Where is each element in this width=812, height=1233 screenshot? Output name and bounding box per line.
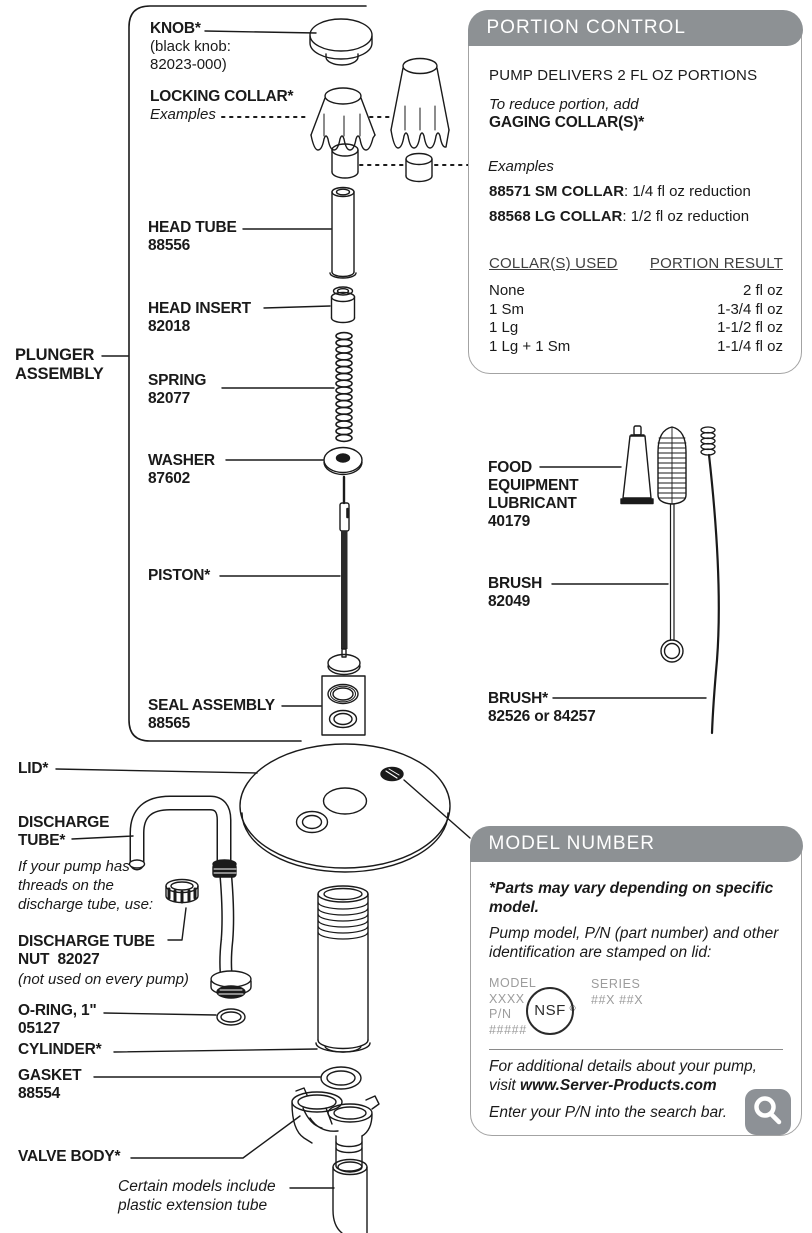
col-collars-used: COLLAR(S) USED: [489, 255, 618, 272]
search-note: Enter your P/N into the search bar.: [489, 1104, 728, 1121]
website-link[interactable]: www.Server-Products.com: [520, 1076, 717, 1094]
lid-stamp-mark: [381, 768, 403, 781]
stamp-series-value: ##X ##X: [591, 992, 644, 1007]
spring-label: [148, 372, 206, 408]
oring-leader-line: [104, 1013, 216, 1015]
cylinder-leader-line: [114, 1049, 317, 1052]
washer-pn: 87602: [148, 470, 191, 487]
discharge-tube-nut-note: (not used on every pump): [18, 971, 189, 988]
stamp-model-value: XXXX: [489, 991, 525, 1006]
table-row: 1 Sm 1-3/4 fl oz: [489, 300, 783, 318]
knob-note-line2: 82023-000): [150, 56, 227, 73]
discharge-tube-nut-drawing: [166, 880, 198, 941]
portion-examples-text: Examples: [488, 158, 554, 175]
head-insert-label: [148, 300, 251, 336]
lid-drawing: [56, 744, 470, 872]
lubricant-label: [488, 459, 600, 531]
gaging-collars-drawing: [332, 144, 482, 182]
seal-assembly-label: [148, 697, 275, 733]
head-tube-name: HEAD TUBE: [148, 219, 237, 236]
model-box-divider: [489, 1049, 783, 1050]
oring-label: [18, 1002, 97, 1038]
lg-collar-pn: 88568 LG COLLAR: [489, 208, 623, 225]
washer-name: WASHER: [148, 452, 215, 469]
nut-name-line1: DISCHARGE TUBE: [18, 933, 155, 950]
brush-long-label: [488, 690, 596, 726]
lg-collar-desc: : 1/2 fl oz reduction: [622, 208, 750, 225]
knob-name: KNOB*: [150, 20, 201, 37]
stamp-model-label: MODEL: [489, 976, 537, 990]
knob-label: [150, 20, 231, 74]
brush-small-label: [488, 575, 542, 611]
nsf-logo: [526, 987, 574, 1035]
gasket-name: GASKET: [18, 1067, 82, 1084]
discharge-tube-nut-label: [18, 933, 155, 969]
nsf-text: NSF: [534, 1002, 566, 1019]
col-portion-result: PORTION RESULT: [649, 255, 783, 272]
model-number-box: [470, 826, 802, 1136]
valve-body-drawing: [131, 1088, 379, 1171]
valve-body-label: VALVE BODY*: [18, 1148, 121, 1165]
head-insert-leader-line: [264, 306, 330, 308]
details-line1: For additional details about your pump,: [489, 1058, 757, 1075]
head-insert-pn: 82018: [148, 318, 191, 335]
seal-assembly-name: SEAL ASSEMBLY: [148, 697, 275, 714]
brush-long-name: BRUSH*: [488, 690, 548, 707]
stamp-note: Pump model, P/N (part number) and other identification are stamped on lid:: [489, 925, 779, 961]
oring-name: O-RING, 1": [18, 1002, 97, 1019]
plunger-assembly-label: PLUNGER ASSEMBLY: [15, 346, 104, 383]
stamp-series-column: [591, 977, 643, 1008]
portion-delivers-text: PUMP DELIVERS 2 FL OZ PORTIONS: [489, 67, 758, 84]
stamp-to-model-box-line: [404, 780, 470, 838]
nut-name-line2: NUT 82027: [18, 951, 100, 968]
portion-table-rows: [489, 282, 783, 357]
piston-drawing: [220, 477, 360, 675]
seal-assembly-drawing: [282, 676, 365, 735]
discharge-tube-label: DISCHARGE TUBE*: [18, 814, 110, 849]
portion-reduce-note: To reduce portion, add: [489, 96, 639, 113]
table-row: 1 Lg + 1 Sm 1-1/4 fl oz: [489, 338, 783, 356]
head-tube-label: [148, 219, 237, 255]
portion-table-header: [489, 255, 783, 272]
knob-note-line1: (black knob:: [150, 38, 231, 55]
table-row: None 2 fl oz: [489, 282, 783, 299]
stamp-pn-label: P/N: [489, 1007, 512, 1021]
brush-small-name: BRUSH: [488, 575, 543, 592]
stamp-pn-value: #####: [489, 1022, 527, 1037]
oring-drawing: [104, 1009, 245, 1025]
seal-assembly-pn: 88565: [148, 715, 191, 732]
sm-collar-line: [489, 183, 751, 200]
locking-collar-name: LOCKING COLLAR*: [150, 88, 294, 105]
piston-label: PISTON*: [148, 567, 211, 584]
search-icon: [745, 1089, 791, 1135]
spring-pn: 82077: [148, 390, 191, 407]
nsf-registered-mark: ®: [569, 1004, 576, 1013]
lid-label: LID*: [18, 760, 49, 777]
portion-control-header: PORTION CONTROL: [468, 10, 803, 46]
sm-collar-desc: : 1/4 fl oz reduction: [624, 183, 751, 200]
lg-collar-line: [489, 208, 749, 225]
lubricant-pn: 40179: [488, 513, 531, 530]
washer-drawing: [226, 448, 362, 475]
details-text: [489, 1058, 789, 1095]
parts-vary-note: *Parts may vary depending on specific model.: [489, 880, 774, 916]
head-tube-drawing: [243, 188, 356, 279]
spring-name: SPRING: [148, 372, 207, 389]
table-row: 1 Lg 1-1/2 fl oz: [489, 319, 783, 337]
nut-leader-line: [168, 908, 186, 940]
gasket-label: [18, 1067, 81, 1103]
discharge-tube-note: If your pump has threads on the discharge tube, use:: [18, 858, 154, 913]
sm-collar-pn: 88571 SM COLLAR: [489, 183, 625, 200]
washer-label: [148, 452, 215, 488]
lid-leader-line: [56, 769, 257, 773]
model-number-header: MODEL NUMBER: [470, 826, 803, 862]
valve-body-leader-line: [131, 1116, 300, 1158]
oring-pn: 05127: [18, 1020, 61, 1037]
stamp-series-label: SERIES: [591, 977, 641, 991]
gasket-pn: 88554: [18, 1085, 61, 1102]
details-line2: [489, 1077, 789, 1096]
lubricant-name: FOOD EQUIPMENT LUBRICANT: [488, 459, 579, 512]
head-insert-drawing: [264, 287, 355, 323]
portion-control-box: [468, 10, 802, 374]
locking-collar-examples: Examples: [150, 106, 216, 123]
gasket-drawing: [94, 1067, 361, 1089]
head-tube-pn: 88556: [148, 237, 191, 254]
gaging-collars-text: GAGING COLLAR(S)*: [489, 114, 645, 131]
visit-word: visit: [489, 1076, 516, 1094]
extension-tube-note: Certain models include plastic extension tube: [118, 1178, 276, 1214]
spring-drawing: [222, 333, 352, 442]
brush-small-pn: 82049: [488, 593, 531, 610]
head-insert-name: HEAD INSERT: [148, 300, 251, 317]
brush-long-pn: 82526 or 84257: [488, 708, 596, 725]
cylinder-label: CYLINDER*: [18, 1041, 102, 1058]
locking-collar-label: [150, 88, 293, 125]
